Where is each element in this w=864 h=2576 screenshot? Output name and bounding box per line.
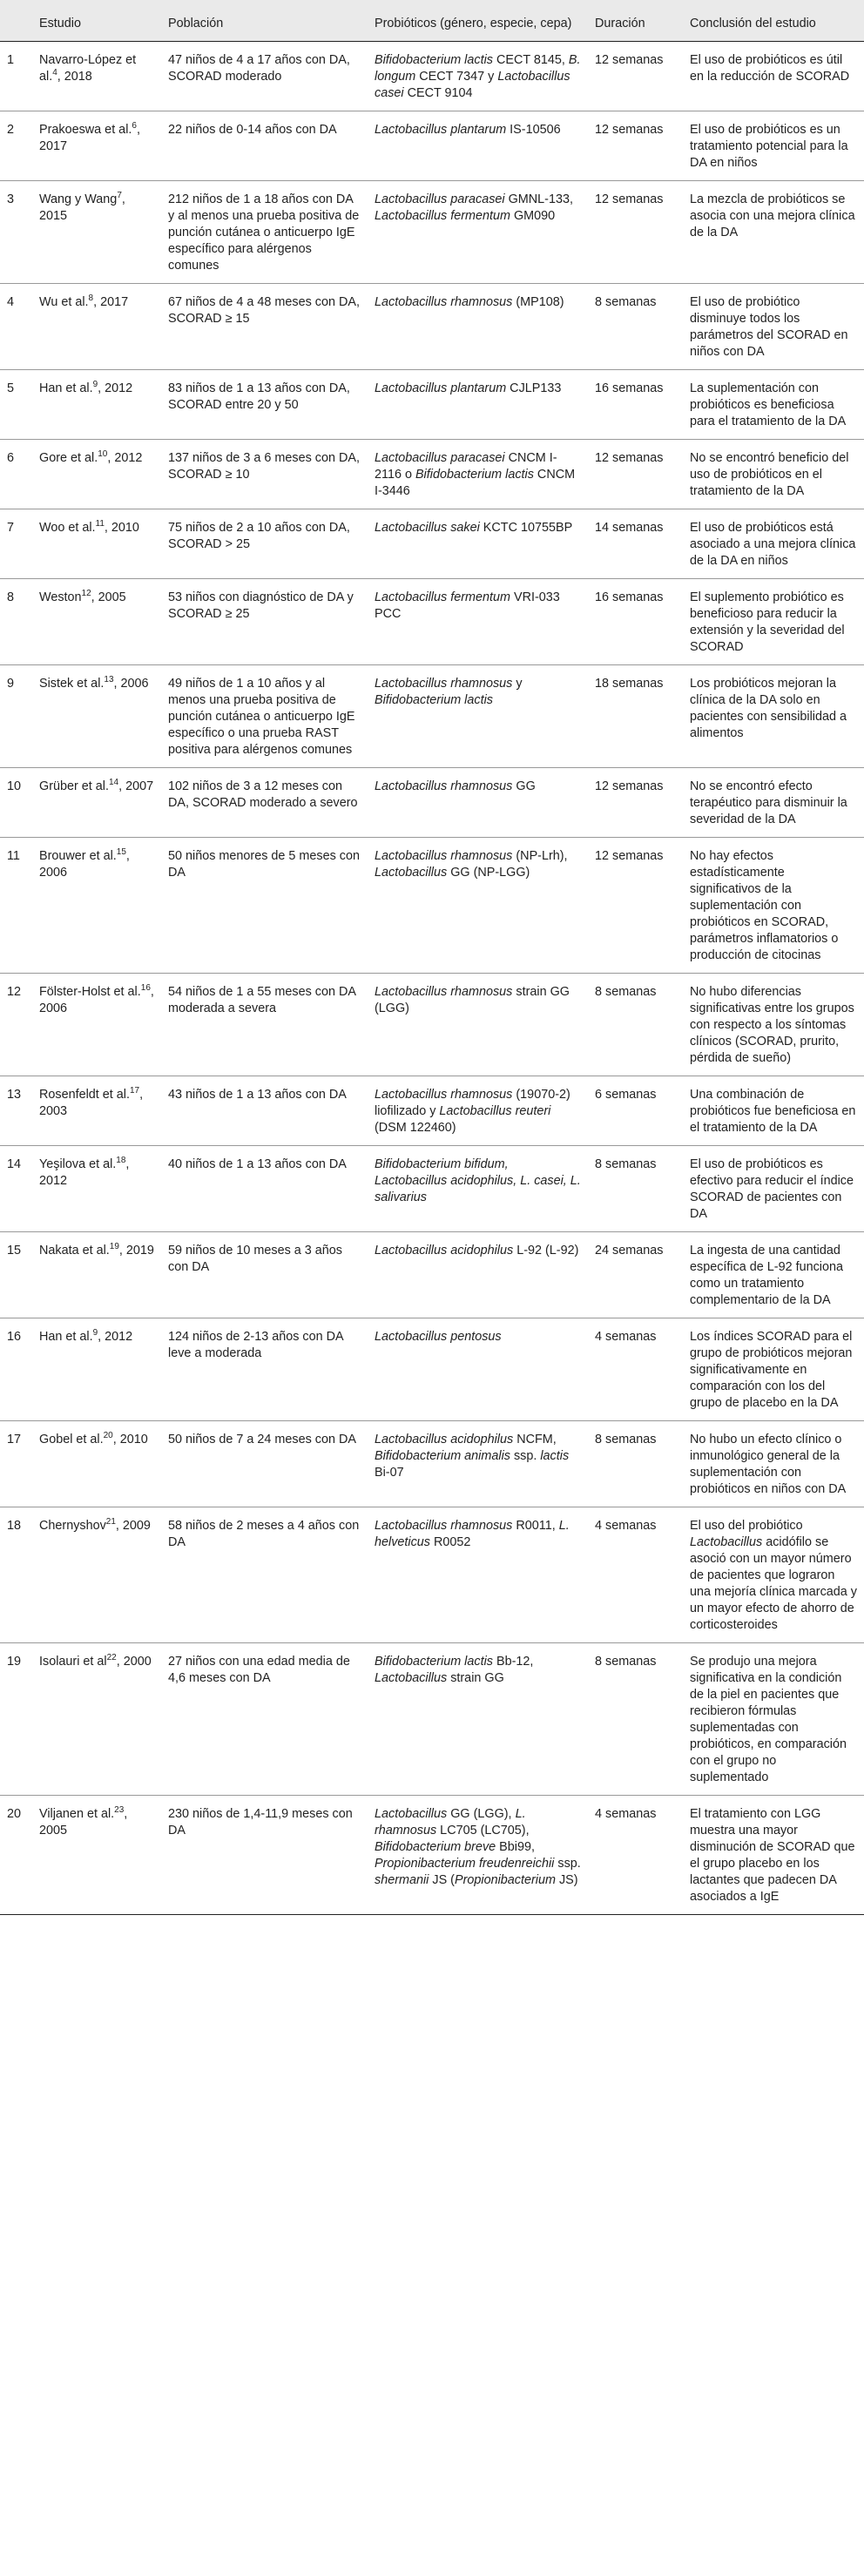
probiotics-cell bbox=[368, 1796, 588, 1915]
study-year: , 2006 bbox=[113, 677, 149, 691]
study-cell bbox=[32, 1318, 161, 1421]
duration-cell: 14 semanas bbox=[588, 509, 683, 579]
species-name: Lactobacillus fermentum bbox=[375, 590, 510, 604]
row-number: 1 bbox=[0, 42, 32, 111]
species-name: Bifidobacterium bifidum, Lactobacillus acidophilus, L. casei, L. salivarius bbox=[375, 1157, 581, 1204]
study-authors: Grüber et al. bbox=[39, 779, 109, 793]
study-year: , 2000 bbox=[116, 1655, 152, 1669]
population-cell: 40 niños de 1 a 13 años con DA bbox=[161, 1146, 368, 1232]
probiotics-cell bbox=[368, 1076, 588, 1146]
text-fragment: GMNL-133, bbox=[504, 192, 573, 206]
duration-cell: 8 semanas bbox=[588, 974, 683, 1076]
study-year: , 2012 bbox=[98, 1330, 133, 1344]
row-number: 7 bbox=[0, 509, 32, 579]
duration-cell: 18 semanas bbox=[588, 665, 683, 768]
row-number: 2 bbox=[0, 111, 32, 181]
row-number: 20 bbox=[0, 1796, 32, 1915]
study-cell bbox=[32, 509, 161, 579]
population-cell: 43 niños de 1 a 13 años con DA bbox=[161, 1076, 368, 1146]
duration-cell: 12 semanas bbox=[588, 440, 683, 509]
reference-number: 14 bbox=[109, 778, 119, 788]
reference-number: 19 bbox=[109, 1242, 119, 1252]
species-name: Propionibacterium freudenreichii bbox=[375, 1857, 555, 1871]
table-row bbox=[0, 838, 864, 974]
population-cell: 83 niños de 1 a 13 años con DA, SCORAD entre 20 y 50 bbox=[161, 370, 368, 440]
duration-cell: 8 semanas bbox=[588, 1146, 683, 1232]
reference-number: 12 bbox=[81, 589, 91, 599]
species-name: Lactobacillus pentosus bbox=[375, 1330, 502, 1344]
text-fragment: strain GG bbox=[447, 1671, 504, 1685]
header-study: Estudio bbox=[32, 0, 161, 42]
duration-cell: 4 semanas bbox=[588, 1796, 683, 1915]
text-fragment: CNCM I-3446 bbox=[375, 468, 576, 498]
species-name: lactis bbox=[540, 1449, 570, 1463]
reference-number: 4 bbox=[52, 68, 57, 78]
row-number: 6 bbox=[0, 440, 32, 509]
population-cell: 27 niños con una edad media de 4,6 meses con DA bbox=[161, 1643, 368, 1796]
species-name: Lactobacillus rhamnosus bbox=[375, 849, 513, 863]
text-fragment: R0011, bbox=[512, 1519, 559, 1533]
population-cell: 50 niños menores de 5 meses con DA bbox=[161, 838, 368, 974]
species-name: Bifidobacterium animalis bbox=[375, 1449, 510, 1463]
text-fragment: (19070-2) liofilizado y bbox=[375, 1088, 570, 1118]
text-fragment: CJLP133 bbox=[506, 381, 562, 395]
probiotics-cell bbox=[368, 509, 588, 579]
row-number: 8 bbox=[0, 579, 32, 665]
duration-cell: 16 semanas bbox=[588, 370, 683, 440]
species-name: Lactobacillus plantarum bbox=[375, 381, 507, 395]
text-fragment: LC705 (LC705), bbox=[436, 1824, 530, 1838]
table-row bbox=[0, 768, 864, 838]
study-year: , 2010 bbox=[104, 521, 139, 535]
species-name: Lactobacillus sakei bbox=[375, 521, 480, 535]
probiotics-cell bbox=[368, 1643, 588, 1796]
row-number: 4 bbox=[0, 284, 32, 370]
study-authors: Weston bbox=[39, 590, 82, 604]
text-fragment: Bi-07 bbox=[375, 1466, 404, 1480]
study-authors: Han et al. bbox=[39, 381, 93, 395]
table-row bbox=[0, 1643, 864, 1796]
text-fragment: acidófilo se asoció con un mayor número de pacientes que lograron una mejoría clínica marcada y un mayor efecto de ahorro de corticosteroides bbox=[690, 1535, 857, 1632]
conclusion-cell: No hubo un efecto clínico o inmunológico general de la suplementación con probióticos en niños con DA bbox=[683, 1421, 864, 1507]
header-conclusion: Conclusión del estudio bbox=[683, 0, 864, 42]
study-year: , 2017 bbox=[39, 123, 140, 153]
row-number: 19 bbox=[0, 1643, 32, 1796]
probiotics-cell bbox=[368, 1421, 588, 1507]
text-fragment: (MP108) bbox=[512, 295, 564, 309]
reference-number: 21 bbox=[105, 1517, 116, 1527]
text-fragment: ssp. bbox=[510, 1449, 541, 1463]
study-year: , 2012 bbox=[98, 381, 133, 395]
text-fragment: L-92 (L-92) bbox=[513, 1244, 579, 1258]
reference-number: 13 bbox=[104, 675, 114, 685]
header-row bbox=[0, 0, 864, 42]
conclusion-cell: El tratamiento con LGG muestra una mayor disminución de SCORAD que el grupo placebo en los lactantes que padecen DA asociados a IgE bbox=[683, 1796, 864, 1915]
conclusion-cell: Los índices SCORAD para el grupo de probióticos mejoran significativamente en comparación con los del grupo de placebo en la DA bbox=[683, 1318, 864, 1421]
species-name: Lactobacillus paracasei bbox=[375, 451, 505, 465]
row-number: 9 bbox=[0, 665, 32, 768]
probiotics-cell bbox=[368, 1318, 588, 1421]
text-fragment: (DSM 122460) bbox=[375, 1121, 456, 1135]
study-cell bbox=[32, 181, 161, 284]
study-cell bbox=[32, 1421, 161, 1507]
study-authors: Rosenfeldt et al. bbox=[39, 1088, 130, 1102]
probiotics-cell bbox=[368, 974, 588, 1076]
table-row bbox=[0, 974, 864, 1076]
species-name: Propionibacterium bbox=[454, 1873, 556, 1887]
study-cell bbox=[32, 579, 161, 665]
reference-number: 7 bbox=[117, 191, 122, 201]
text-fragment: IS-10506 bbox=[506, 123, 561, 137]
text-fragment: GG (LGG), bbox=[447, 1807, 516, 1821]
species-name: Lactobacillus rhamnosus bbox=[375, 1519, 513, 1533]
reference-number: 8 bbox=[88, 293, 94, 304]
text-fragment: NCFM, bbox=[513, 1433, 557, 1446]
table-row bbox=[0, 1232, 864, 1318]
header-number bbox=[0, 0, 32, 42]
study-authors: Navarro-López et al. bbox=[39, 53, 137, 84]
species-name: Lactobacillus casei bbox=[375, 70, 570, 100]
table-header bbox=[0, 0, 864, 42]
duration-cell: 4 semanas bbox=[588, 1318, 683, 1421]
study-year: , 2005 bbox=[39, 1807, 128, 1838]
reference-number: 18 bbox=[116, 1156, 126, 1166]
duration-cell: 16 semanas bbox=[588, 579, 683, 665]
reference-number: 9 bbox=[92, 1328, 98, 1339]
table-row bbox=[0, 1796, 864, 1915]
study-cell bbox=[32, 1146, 161, 1232]
duration-cell: 12 semanas bbox=[588, 111, 683, 181]
study-authors: Han et al. bbox=[39, 1330, 93, 1344]
study-cell bbox=[32, 838, 161, 974]
study-cell bbox=[32, 974, 161, 1076]
population-cell: 137 niños de 3 a 6 meses con DA, SCORAD ≥ 10 bbox=[161, 440, 368, 509]
duration-cell: 12 semanas bbox=[588, 42, 683, 111]
text-fragment: GM090 bbox=[510, 209, 556, 223]
table-row bbox=[0, 1146, 864, 1232]
study-year: , 2019 bbox=[118, 1244, 154, 1258]
reference-number: 16 bbox=[140, 983, 151, 994]
study-authors: Gobel et al. bbox=[39, 1433, 104, 1446]
species-name: Lactobacillus rhamnosus bbox=[375, 1088, 513, 1102]
conclusion-cell: La suplementación con probióticos es beneficiosa para el tratamiento de la DA bbox=[683, 370, 864, 440]
species-name: Lactobacillus acidophilus bbox=[375, 1244, 514, 1258]
population-cell: 58 niños de 2 meses a 4 años con DA bbox=[161, 1507, 368, 1643]
table-row bbox=[0, 370, 864, 440]
row-number: 18 bbox=[0, 1507, 32, 1643]
study-year: , 2010 bbox=[112, 1433, 148, 1446]
species-name: Bifidobacterium lactis bbox=[375, 53, 493, 67]
conclusion-cell: No se encontró beneficio del uso de probióticos en el tratamiento de la DA bbox=[683, 440, 864, 509]
text-fragment: KCTC 10755BP bbox=[479, 521, 573, 535]
reference-number: 15 bbox=[116, 847, 126, 858]
species-name: Bifidobacterium breve bbox=[375, 1840, 496, 1854]
population-cell: 212 niños de 1 a 18 años con DA y al menos una prueba positiva de punción cutánea o anticuerpo IgE específico para alérgenos comunes bbox=[161, 181, 368, 284]
text-fragment: y bbox=[512, 677, 523, 691]
conclusion-cell: No se encontró efecto terapéutico para disminuir la severidad de la DA bbox=[683, 768, 864, 838]
population-cell: 102 niños de 3 a 12 meses con DA, SCORAD moderado a severo bbox=[161, 768, 368, 838]
study-cell bbox=[32, 1076, 161, 1146]
species-name: L. helveticus bbox=[375, 1519, 570, 1549]
duration-cell: 12 semanas bbox=[588, 768, 683, 838]
table-row bbox=[0, 1507, 864, 1643]
study-cell bbox=[32, 1232, 161, 1318]
study-authors: Chernyshov bbox=[39, 1519, 106, 1533]
reference-number: 23 bbox=[114, 1805, 125, 1816]
header-population: Población bbox=[161, 0, 368, 42]
study-year: , 2009 bbox=[115, 1519, 151, 1533]
species-name: Lactobacillus bbox=[375, 1807, 448, 1821]
study-year: , 2007 bbox=[118, 779, 154, 793]
text-fragment: JS) bbox=[555, 1873, 578, 1887]
study-cell bbox=[32, 665, 161, 768]
header-duration: Duración bbox=[588, 0, 683, 42]
conclusion-cell bbox=[683, 1507, 864, 1643]
study-authors: Sistek et al. bbox=[39, 677, 105, 691]
table-row bbox=[0, 42, 864, 111]
species-name: Lactobacillus rhamnosus bbox=[375, 779, 513, 793]
table-body bbox=[0, 42, 864, 1915]
text-fragment: CECT 9104 bbox=[403, 86, 473, 100]
population-cell: 53 niños con diagnóstico de DA y SCORAD ≥ 25 bbox=[161, 579, 368, 665]
probiotics-cell bbox=[368, 579, 588, 665]
study-authors: Gore et al. bbox=[39, 451, 98, 465]
table-row bbox=[0, 665, 864, 768]
study-year: , 2005 bbox=[91, 590, 126, 604]
duration-cell: 12 semanas bbox=[588, 181, 683, 284]
row-number: 11 bbox=[0, 838, 32, 974]
study-year: , 2018 bbox=[57, 70, 92, 84]
row-number: 16 bbox=[0, 1318, 32, 1421]
population-cell: 54 niños de 1 a 55 meses con DA moderada a severa bbox=[161, 974, 368, 1076]
conclusion-cell: Se produjo una mejora significativa en la condición de la piel en pacientes que recibieron fórmulas suplementadas con probióticos, en comparación con el grupo no suplementado bbox=[683, 1643, 864, 1796]
species-name: B. longum bbox=[375, 53, 581, 84]
study-year: , 2012 bbox=[39, 1157, 130, 1188]
species-name: L. rhamnosus bbox=[375, 1807, 526, 1838]
probiotics-cell bbox=[368, 370, 588, 440]
text-fragment: ssp. bbox=[554, 1857, 581, 1871]
duration-cell: 8 semanas bbox=[588, 1421, 683, 1507]
population-cell: 49 niños de 1 a 10 años y al menos una prueba positiva de punción cutánea o anticuerpo IgE específico o una prueba RAST positiva para alérgenos comunes bbox=[161, 665, 368, 768]
species-name: Lactobacillus bbox=[690, 1535, 763, 1549]
conclusion-cell: El suplemento probiótico es beneficioso para reducir la extensión y la severidad del SCORAD bbox=[683, 579, 864, 665]
study-year: , 2006 bbox=[39, 985, 154, 1015]
species-name: Lactobacillus fermentum bbox=[375, 209, 510, 223]
population-cell: 75 niños de 2 a 10 años con DA, SCORAD > 25 bbox=[161, 509, 368, 579]
conclusion-cell: El uso de probióticos está asociado a una mejora clínica de la DA en niños bbox=[683, 509, 864, 579]
species-name: Lactobacillus rhamnosus bbox=[375, 295, 513, 309]
species-name: Lactobacillus bbox=[375, 866, 448, 880]
text-fragment: CECT 8145, bbox=[492, 53, 569, 67]
row-number: 13 bbox=[0, 1076, 32, 1146]
text-fragment: JS ( bbox=[429, 1873, 455, 1887]
study-authors: Isolauri et al bbox=[39, 1655, 107, 1669]
study-year: , 2012 bbox=[107, 451, 143, 465]
probiotics-cell bbox=[368, 1507, 588, 1643]
duration-cell: 8 semanas bbox=[588, 284, 683, 370]
row-number: 12 bbox=[0, 974, 32, 1076]
row-number: 15 bbox=[0, 1232, 32, 1318]
row-number: 10 bbox=[0, 768, 32, 838]
reference-number: 22 bbox=[106, 1653, 117, 1663]
duration-cell: 12 semanas bbox=[588, 838, 683, 974]
reference-number: 10 bbox=[98, 449, 108, 460]
population-cell: 124 niños de 2-13 años con DA leve a moderada bbox=[161, 1318, 368, 1421]
study-authors: Brouwer et al. bbox=[39, 849, 117, 863]
probiotics-cell bbox=[368, 181, 588, 284]
header-probiotics: Probióticos (género, especie, cepa) bbox=[368, 0, 588, 42]
study-authors: Prakoeswa et al. bbox=[39, 123, 132, 137]
text-fragment: VRI-033 PCC bbox=[375, 590, 560, 621]
probiotics-cell bbox=[368, 838, 588, 974]
conclusion-cell: El uso de probióticos es útil en la reducción de SCORAD bbox=[683, 42, 864, 111]
duration-cell: 6 semanas bbox=[588, 1076, 683, 1146]
table-row bbox=[0, 181, 864, 284]
text-fragment: (NP-Lrh), bbox=[512, 849, 568, 863]
conclusion-cell: El uso de probióticos es un tratamiento potencial para la DA en niños bbox=[683, 111, 864, 181]
probiotics-cell bbox=[368, 1146, 588, 1232]
species-name: shermanii bbox=[375, 1873, 429, 1887]
row-number: 17 bbox=[0, 1421, 32, 1507]
study-cell bbox=[32, 440, 161, 509]
species-name: Bifidobacterium lactis bbox=[375, 693, 493, 707]
study-cell bbox=[32, 284, 161, 370]
population-cell: 230 niños de 1,4-11,9 meses con DA bbox=[161, 1796, 368, 1915]
study-cell bbox=[32, 1507, 161, 1643]
conclusion-cell: El uso de probióticos es efectivo para reducir el índice SCORAD de pacientes con DA bbox=[683, 1146, 864, 1232]
population-cell: 67 niños de 4 a 48 meses con DA, SCORAD ≥ 15 bbox=[161, 284, 368, 370]
text-fragment: Bbi99, bbox=[496, 1840, 535, 1854]
table-row bbox=[0, 1076, 864, 1146]
table-row bbox=[0, 1318, 864, 1421]
species-name: Lactobacillus bbox=[375, 1671, 448, 1685]
population-cell: 59 niños de 10 meses a 3 años con DA bbox=[161, 1232, 368, 1318]
text-fragment: GG bbox=[512, 779, 536, 793]
conclusion-cell: La mezcla de probióticos se asocia con una mejora clínica de la DA bbox=[683, 181, 864, 284]
study-year: , 2006 bbox=[39, 849, 130, 880]
study-year: , 2017 bbox=[93, 295, 129, 309]
probiotics-cell bbox=[368, 1232, 588, 1318]
text-fragment: El uso del probiótico bbox=[690, 1519, 803, 1533]
species-name: Lactobacillus rhamnosus bbox=[375, 985, 513, 999]
conclusion-cell: No hay efectos estadísticamente significativos de la suplementación con probióticos en SCORAD, parámetros inflamatorios o producción de citocinas bbox=[683, 838, 864, 974]
row-number: 14 bbox=[0, 1146, 32, 1232]
study-cell bbox=[32, 1796, 161, 1915]
study-authors: Wu et al. bbox=[39, 295, 89, 309]
study-authors: Woo et al. bbox=[39, 521, 96, 535]
probiotics-cell bbox=[368, 111, 588, 181]
conclusion-cell: Una combinación de probióticos fue beneficiosa en el tratamiento de la DA bbox=[683, 1076, 864, 1146]
study-cell bbox=[32, 111, 161, 181]
conclusion-cell: La ingesta de una cantidad específica de L-92 funciona como un tratamiento complementario de la DA bbox=[683, 1232, 864, 1318]
text-fragment: strain GG (LGG) bbox=[375, 985, 570, 1015]
study-authors: Yeşilova et al. bbox=[39, 1157, 117, 1171]
study-year: , 2003 bbox=[39, 1088, 144, 1118]
probiotics-cell bbox=[368, 440, 588, 509]
text-fragment: GG (NP-LGG) bbox=[447, 866, 530, 880]
probiotics-cell bbox=[368, 42, 588, 111]
reference-number: 20 bbox=[103, 1431, 113, 1441]
population-cell: 50 niños de 7 a 24 meses con DA bbox=[161, 1421, 368, 1507]
duration-cell: 8 semanas bbox=[588, 1643, 683, 1796]
species-name: Lactobacillus paracasei bbox=[375, 192, 505, 206]
study-year: , 2015 bbox=[39, 192, 125, 223]
conclusion-cell: Los probióticos mejoran la clínica de la DA solo en pacientes con sensibilidad a alimentos bbox=[683, 665, 864, 768]
study-cell bbox=[32, 1643, 161, 1796]
study-cell bbox=[32, 768, 161, 838]
study-cell bbox=[32, 42, 161, 111]
text-fragment: R0052 bbox=[430, 1535, 471, 1549]
reference-number: 17 bbox=[130, 1086, 140, 1096]
table-row bbox=[0, 284, 864, 370]
species-name: Lactobacillus plantarum bbox=[375, 123, 507, 137]
species-name: Lactobacillus acidophilus bbox=[375, 1433, 514, 1446]
species-name: Lactobacillus reuteri bbox=[439, 1104, 551, 1118]
table-row bbox=[0, 509, 864, 579]
text-fragment: CECT 7347 y bbox=[415, 70, 498, 84]
conclusion-cell: El uso de probiótico disminuye todos los parámetros del SCORAD en niños con DA bbox=[683, 284, 864, 370]
probiotics-cell bbox=[368, 284, 588, 370]
population-cell: 47 niños de 4 a 17 años con DA, SCORAD moderado bbox=[161, 42, 368, 111]
species-name: Bifidobacterium lactis bbox=[415, 468, 534, 482]
study-authors: Viljanen et al. bbox=[39, 1807, 115, 1821]
duration-cell: 24 semanas bbox=[588, 1232, 683, 1318]
study-cell bbox=[32, 370, 161, 440]
reference-number: 9 bbox=[92, 380, 98, 390]
probiotics-cell bbox=[368, 665, 588, 768]
row-number: 5 bbox=[0, 370, 32, 440]
text-fragment: Bb-12, bbox=[492, 1655, 534, 1669]
table-row bbox=[0, 1421, 864, 1507]
row-number: 3 bbox=[0, 181, 32, 284]
table-row bbox=[0, 579, 864, 665]
probiotics-cell bbox=[368, 768, 588, 838]
species-name: Lactobacillus rhamnosus bbox=[375, 677, 513, 691]
population-cell: 22 niños de 0-14 años con DA bbox=[161, 111, 368, 181]
species-name: Bifidobacterium lactis bbox=[375, 1655, 493, 1669]
study-authors: Nakata et al. bbox=[39, 1244, 110, 1258]
reference-number: 6 bbox=[132, 121, 137, 131]
reference-number: 11 bbox=[95, 519, 105, 529]
table-row bbox=[0, 111, 864, 181]
duration-cell: 4 semanas bbox=[588, 1507, 683, 1643]
table-row bbox=[0, 440, 864, 509]
text-fragment: CNCM I-2116 o bbox=[375, 451, 557, 482]
conclusion-cell: No hubo diferencias significativas entre los grupos con respecto a los síntomas clínicos (SCORAD, prurito, pérdida de sueño) bbox=[683, 974, 864, 1076]
study-authors: Wang y Wang bbox=[39, 192, 118, 206]
study-authors: Fölster-Holst et al. bbox=[39, 985, 141, 999]
